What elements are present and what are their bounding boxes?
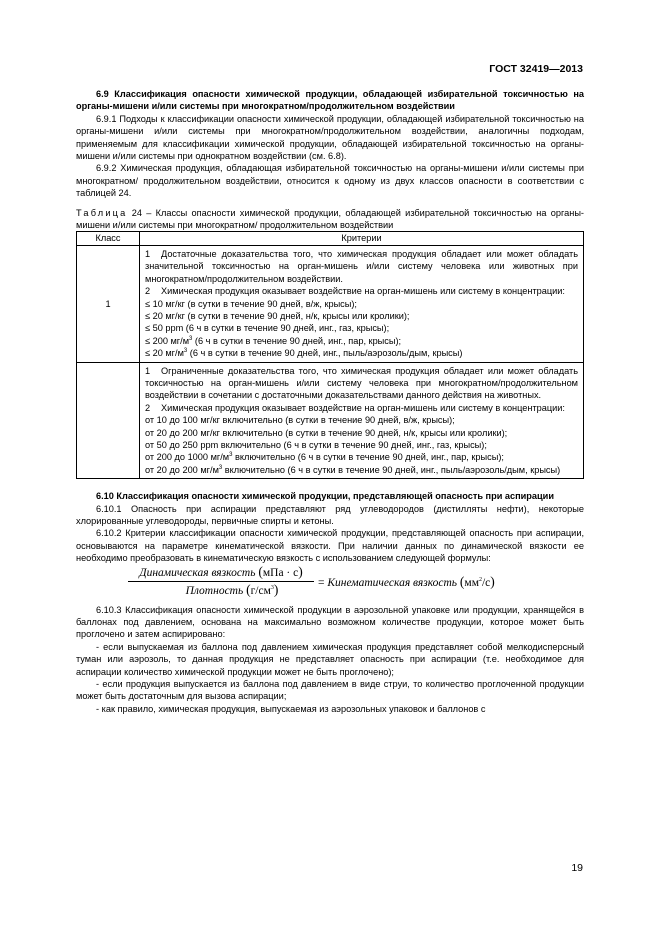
concentration-line: от 50 до 250 ppm включительно (6 ч в сутки в течение 90 дней, инг., газ, крысы); [145, 439, 487, 450]
table-24-caption [76, 207, 584, 232]
class-cell [77, 362, 140, 479]
table-header-row [77, 232, 584, 245]
document-id-header: ГОСТ 32419—2013 [489, 63, 583, 75]
concentration-line: от 20 до 200 $мг/м^3$ включительно (6 ч в сутки в течение 90 дней, инг., пыль/аэрозоль/дым, крысы) [145, 464, 561, 475]
criterion-1: 1 Ограниченные доказательства того, что химическая продукция обладает или может обладать токсичностью на орган-мишень и/или систему человека при многократном/продолжительном воздействии в сочетании с достаточными доказательствами данного действия на животных. [145, 365, 578, 401]
page-number: 19 [571, 862, 583, 874]
table-row [77, 245, 584, 362]
criteria-cell [140, 245, 584, 362]
paragraph-6-10-3: 6.10.3 Классификация опасности химической продукции в аэрозольной упаковке или продукции, хранящейся в баллонах под давлением, основана на максимально возможном количестве продукции, которое может быть проглочено и затем аспирировано: [76, 604, 584, 640]
criterion-2: 2 Химическая продукция оказывает воздействие на орган-мишень или систему в концентрации: [145, 286, 565, 297]
criterion-2: 2 Химическая продукция оказывает воздействие на орган-мишень или систему в концентрации: [145, 402, 565, 413]
concentration-line: от 200 до 1000 $мг/м^3$ включительно (6 ч в сутки в течение 90 дней, инг., пар, крысы); [145, 452, 504, 463]
caption-text: 24 – Классы опасности химической продукции, обладающей избирательной токсичностью на органы-мишени и/или системы при многократном/ продолжительном воздействии [76, 207, 584, 231]
concentration-line: от 10 до 100 мг/кг включительно (в сутки в течение 90 дней, в/ж, крысы); [145, 415, 455, 426]
bullet-item: - как правило, химическая продукция, выпускаемая из аэрозольных упаковок и баллонов с [96, 703, 486, 714]
page-content [76, 88, 584, 715]
concentration-line: от 20 до 200 мг/кг включительно (в сутки в течение 90 дней, н/к, крысы или кролики); [145, 427, 508, 438]
concentration-line: ≤ 20 мг/кг (в сутки в течение 90 дней, н/к, крысы или кролики); [145, 310, 410, 321]
formula-fraction [128, 563, 314, 598]
formula-numerator: Динамическая вязкость (мПа · с) [128, 566, 314, 582]
bullet-item: - если продукция выпускается из баллона под давлением в виде струи, то количество проглоченной продукции может быть достаточным для вызова аспирации; [76, 679, 584, 702]
class-cell: 1 [77, 245, 140, 362]
col-header-class: Класс [77, 232, 140, 245]
paragraph-6-9-2: 6.9.2 Химическая продукция, обладающая избирательной токсичностью на органы-мишени и/или системы при многократном/ продолжительном воздействии, относится к одному из двух классов опасности в соответствии с таблицей 24. [76, 163, 584, 199]
viscosity-formula [76, 563, 584, 602]
paragraph-6-10-1: 6.10.1 Опасность при аспирации представляют ряд углеводородов (дистилляты нефти), некоторые хлорированные углеводороды, первичные спирты и кетоны. [76, 503, 584, 526]
concentration-line: ≤ 200 $мг/м^3$ (6 ч в сутки в течение 90 дней, инг., пар, крысы); [145, 335, 402, 346]
formula-denominator: Плотность $(г/см^3)$ [185, 582, 279, 598]
formula-result: = Кинематическая вязкость $(мм^2/с)$ [318, 573, 495, 589]
section-6-9-heading: 6.9 Классификация опасности химической продукции, обладающей избирательной токсичностью на органы-мишени и/или системы при многократном/продолжительном воздействии [76, 89, 584, 112]
criteria-cell [140, 362, 584, 479]
col-header-criteria: Критерии [140, 232, 584, 245]
paragraph-6-10-2: 6.10.2 Критерии классификации опасности химической продукции, представляющей опасность при аспирации, основываются на параметре кинематической вязкости. При наличии данных по динамической вязкости ее необходимо преобразовать в кинематическую вязкость с использованием следующей формулы: [76, 528, 584, 564]
caption-word: Таблица [76, 207, 128, 218]
table-row [77, 362, 584, 479]
criterion-1: 1 Достаточные доказательства того, что химическая продукция обладает или может обладать значительной токсичностью на орган-мишень и/или систему человека или животных при многократном/продолжительном воздействии. [145, 248, 578, 284]
concentration-line: ≤ 20 $мг/м^3$ (6 ч в сутки в течение 90 дней, инг., пыль/аэрозоль/дым, крысы) [145, 348, 463, 359]
bullet-item: - если выпускаемая из баллона под давлением химическая продукция представляет собой мелкодисперсный туман или аэрозоль, то данная продукция не представляет опасность при аспирации (т.е. необходимое для аспирации количество химической продукции может не быть проглочено); [76, 641, 584, 677]
section-6-10-heading: 6.10 Классификация опасности химической продукции, представляющей опасность при аспирации [96, 491, 554, 502]
concentration-line: ≤ 50 ppm (6 ч в сутки в течение 90 дней, инг., газ, крысы); [145, 323, 390, 334]
table-24 [76, 231, 584, 479]
paragraph-6-9-1: 6.9.1 Подходы к классификации опасности химической продукции, обладающей избирательной токсичностью на органы-мишени и/или системы при многократном/продолжительном воздействии, аналогичны подходам, применяемым для классификации химической продукции, обладающей избирательной токсичностью на органы-мишени и/или системы при однократном воздействии (см. 6.8). [76, 113, 584, 162]
concentration-line: ≤ 10 мг/кг (в сутки в течение 90 дней, в/ж, крысы); [145, 298, 357, 309]
